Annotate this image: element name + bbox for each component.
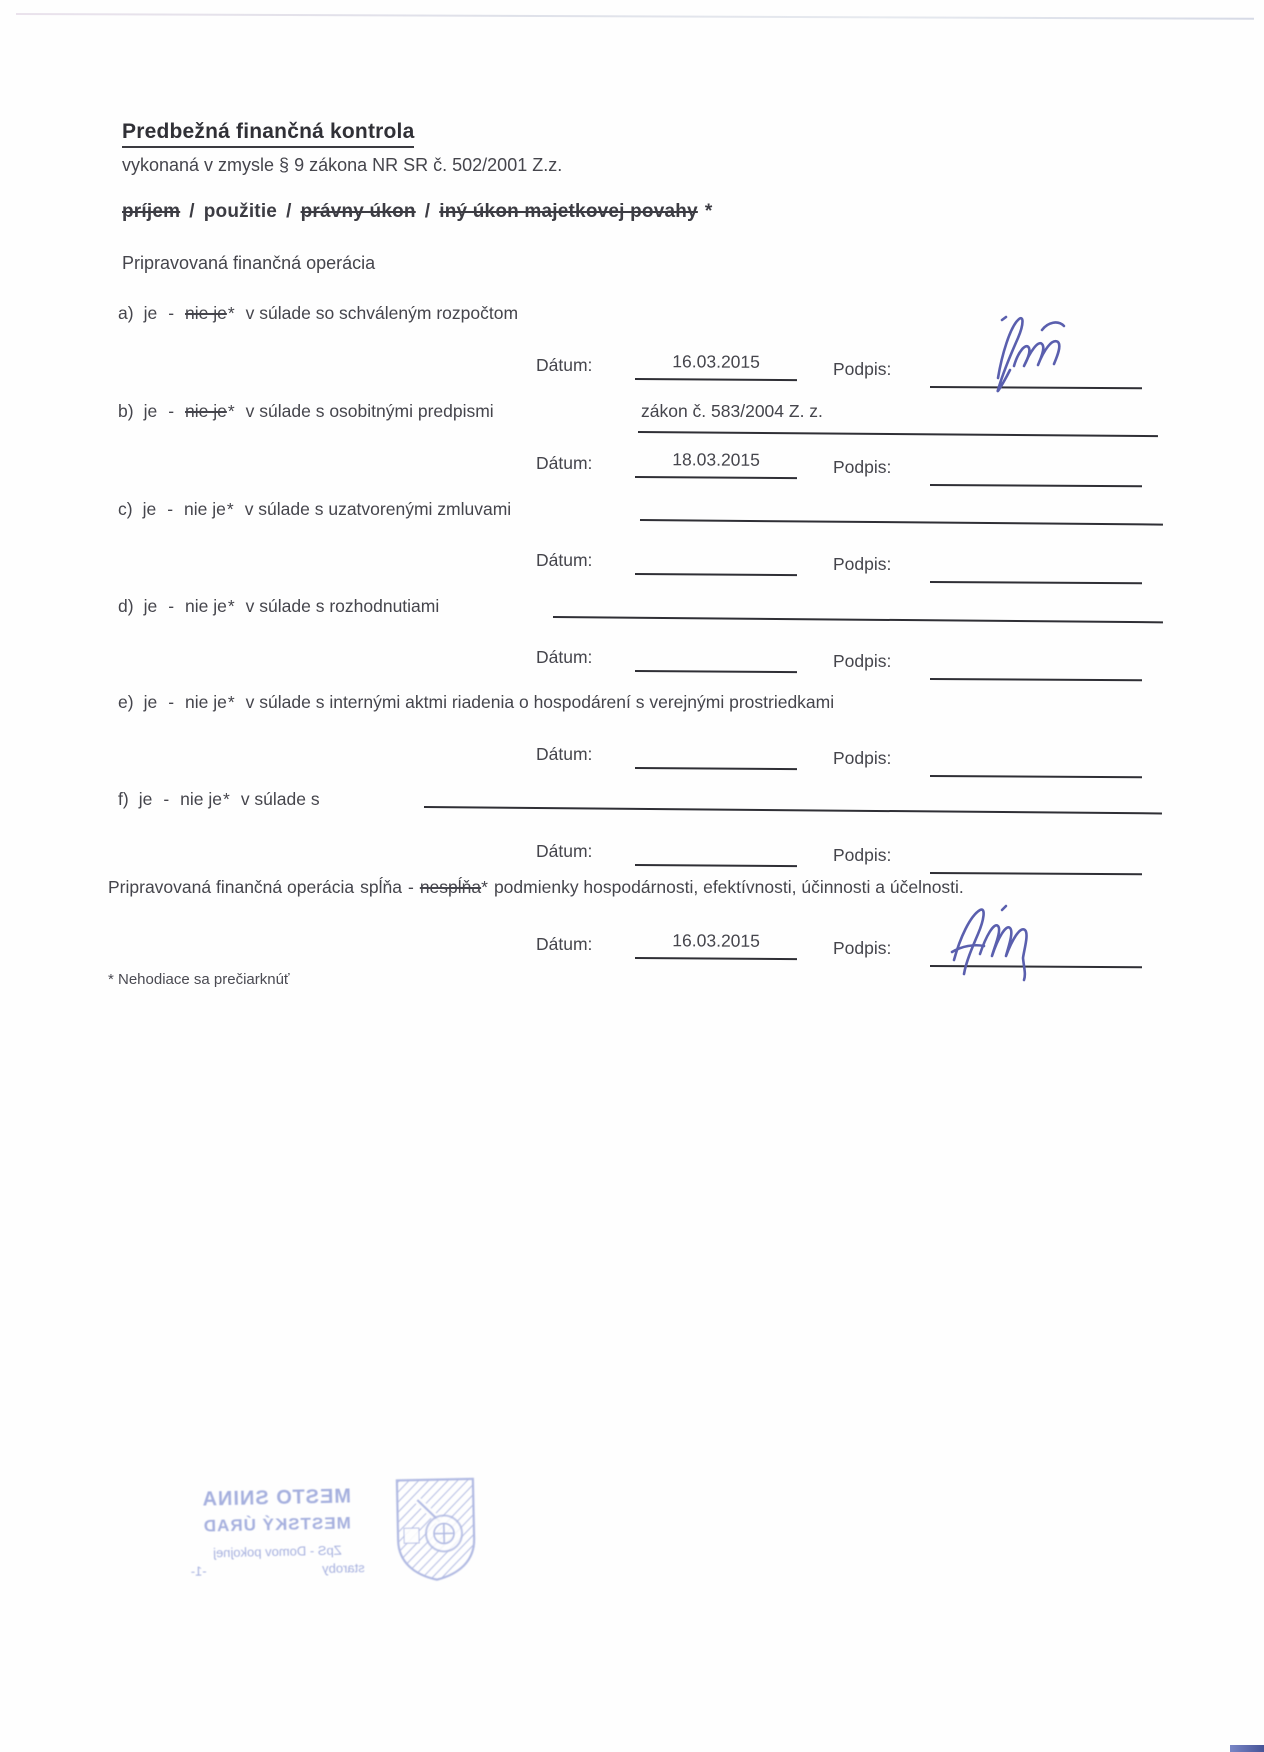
podpis-label: Podpis:: [833, 651, 892, 671]
podpis-label: Podpis:: [833, 748, 892, 768]
datum-line: [635, 740, 797, 770]
podpis-line: [930, 934, 1142, 968]
stamp-imprint: [167, 1469, 482, 1601]
datum-value: 16.03.2015: [672, 351, 760, 372]
statement-text: v súlade so schváleným rozpočtom: [245, 303, 519, 323]
asterisk-marker: *: [481, 877, 488, 897]
form-subtitle: vykonaná v zmysle § 9 zákona NR SR č. 502/2001 Z.z.: [122, 155, 563, 175]
operation-type-prijem: príjem: [122, 201, 181, 222]
statement-row-f: [118, 789, 320, 810]
podpis-label: Podpis:: [833, 359, 892, 379]
operation-type-pravny-ukon: právny úkon: [300, 201, 416, 222]
stamp-department: ZpS - Domov pokojnej: [212, 1542, 342, 1561]
fill-line-b: [638, 431, 1158, 437]
podpis-line: [930, 647, 1142, 681]
asterisk-marker: *: [227, 303, 235, 323]
statement-row-c: [118, 499, 511, 520]
statement-text: v súlade s internými aktmi riadenia o hospodárení s verejnými prostriedkami: [245, 692, 835, 712]
datum-line: [635, 930, 797, 960]
footnote: * Nehodiace sa prečiarknúť: [108, 971, 290, 988]
datum-label: Dátum:: [536, 934, 593, 954]
datum-podpis-row-b: [0, 449, 1264, 487]
fill-line-c: [640, 519, 1163, 526]
datum-label: Dátum:: [536, 744, 593, 764]
word-je: je: [142, 499, 157, 519]
dash: -: [168, 596, 175, 616]
stamp-office-name: MESTSKÝ ÚRAD: [202, 1513, 351, 1536]
word-nie-je: nie je: [185, 401, 227, 421]
datum-line: [635, 643, 797, 673]
datum-podpis-row-final: [0, 930, 1264, 968]
operation-type-pouzitie: použitie: [203, 201, 278, 222]
scan-artifact-corner-mark: [1230, 1745, 1264, 1752]
summary-lead: Pripravovaná finančná operácia: [108, 877, 355, 897]
dash: -: [407, 877, 414, 897]
asterisk-marker: *: [704, 201, 713, 222]
fill-line-d: [553, 616, 1163, 623]
datum-line: [635, 449, 797, 479]
asterisk-marker: *: [227, 596, 235, 616]
separator-slash: /: [424, 201, 431, 222]
row-letter: a): [118, 303, 134, 323]
word-je: je: [138, 789, 153, 809]
podpis-label: Podpis:: [833, 457, 892, 477]
statement-text: v súlade s uzatvorenými zmluvami: [244, 499, 512, 519]
asterisk-marker: *: [227, 692, 235, 712]
word-nie-je: nie je: [185, 303, 227, 323]
stamp-number: -1-: [190, 1563, 207, 1579]
stamp-bottom-line: [169, 1560, 387, 1580]
coat-of-arms-shield-icon: [393, 1475, 479, 1585]
row-letter: f): [118, 789, 129, 809]
stamp-text-mirrored: [167, 1471, 387, 1580]
datum-value: 18.03.2015: [672, 449, 760, 470]
podpis-line: [930, 550, 1142, 584]
word-nesplna: nespĺňa: [419, 877, 482, 897]
datum-podpis-row-d: [0, 647, 1264, 681]
dash: -: [168, 303, 175, 323]
word-je: je: [143, 692, 158, 712]
datum-label: Dátum:: [536, 550, 593, 570]
podpis-line: [930, 453, 1142, 487]
word-je: je: [143, 596, 158, 616]
operation-type-iny-ukon: iný úkon majetkovej povahy: [439, 201, 698, 222]
statement-row-b: [118, 401, 494, 422]
word-splna: spĺňa: [360, 877, 402, 897]
statement-row-d: [118, 596, 439, 617]
form-title: Predbežná finančná kontrola: [122, 120, 414, 148]
podpis-line: [930, 841, 1142, 875]
word-nie-je: nie je: [180, 789, 222, 809]
asterisk-marker: *: [226, 499, 234, 519]
row-letter: d): [118, 596, 134, 616]
podpis-line: [930, 744, 1142, 778]
row-letter: b): [118, 401, 134, 421]
datum-label: Dátum:: [536, 841, 593, 861]
asterisk-marker: *: [227, 401, 235, 421]
dash: -: [163, 789, 170, 809]
podpis-label: Podpis:: [833, 938, 892, 958]
datum-podpis-row-a: [0, 351, 1264, 389]
datum-podpis-row-c: [0, 550, 1264, 584]
statement-row-a: [118, 303, 518, 324]
datum-label: Dátum:: [536, 647, 593, 667]
dash: -: [168, 692, 175, 712]
statement-row-e: [118, 692, 834, 713]
row-letter: e): [118, 692, 134, 712]
word-nie-je: nie je: [185, 692, 227, 712]
fill-line-f: [424, 806, 1162, 814]
word-nie-je: nie je: [184, 499, 226, 519]
datum-label: Dátum:: [536, 453, 593, 473]
stamp-city-name: MESTO SNINA: [201, 1485, 352, 1511]
operation-type-line: [122, 201, 712, 223]
row-letter: c): [118, 499, 133, 519]
podpis-label: Podpis:: [833, 845, 892, 865]
dash: -: [167, 499, 174, 519]
datum-line: [635, 351, 797, 381]
word-je: je: [143, 303, 158, 323]
section-heading: Pripravovaná finančná operácia: [122, 253, 376, 273]
separator-slash: /: [286, 201, 292, 222]
statement-text: v súlade s: [240, 789, 320, 809]
word-nie-je: nie je: [185, 596, 227, 616]
separator-slash: /: [189, 201, 195, 222]
datum-line: [635, 837, 797, 867]
summary-tail: podmienky hospodárnosti, efektívnosti, účinnosti a účelnosti.: [493, 877, 964, 897]
scan-artifact-top-line: [16, 13, 1254, 20]
podpis-line: [930, 355, 1142, 389]
statement-text: v súlade s rozhodnutiami: [245, 596, 440, 616]
word-je: je: [143, 401, 158, 421]
datum-line: [635, 546, 797, 576]
asterisk-marker: *: [223, 789, 230, 809]
datum-podpis-row-e: [0, 744, 1264, 778]
dash: -: [168, 401, 175, 421]
stamp-department-2: staroby: [321, 1560, 365, 1577]
fill-text-law-reference: zákon č. 583/2004 Z. z.: [641, 401, 823, 421]
datum-value: 16.03.2015: [672, 930, 760, 951]
datum-label: Dátum:: [536, 355, 593, 375]
statement-text: v súlade s osobitnými predpismi: [245, 401, 494, 421]
podpis-label: Podpis:: [833, 554, 892, 574]
summary-sentence: [108, 877, 970, 898]
datum-podpis-row-f: [0, 841, 1264, 875]
